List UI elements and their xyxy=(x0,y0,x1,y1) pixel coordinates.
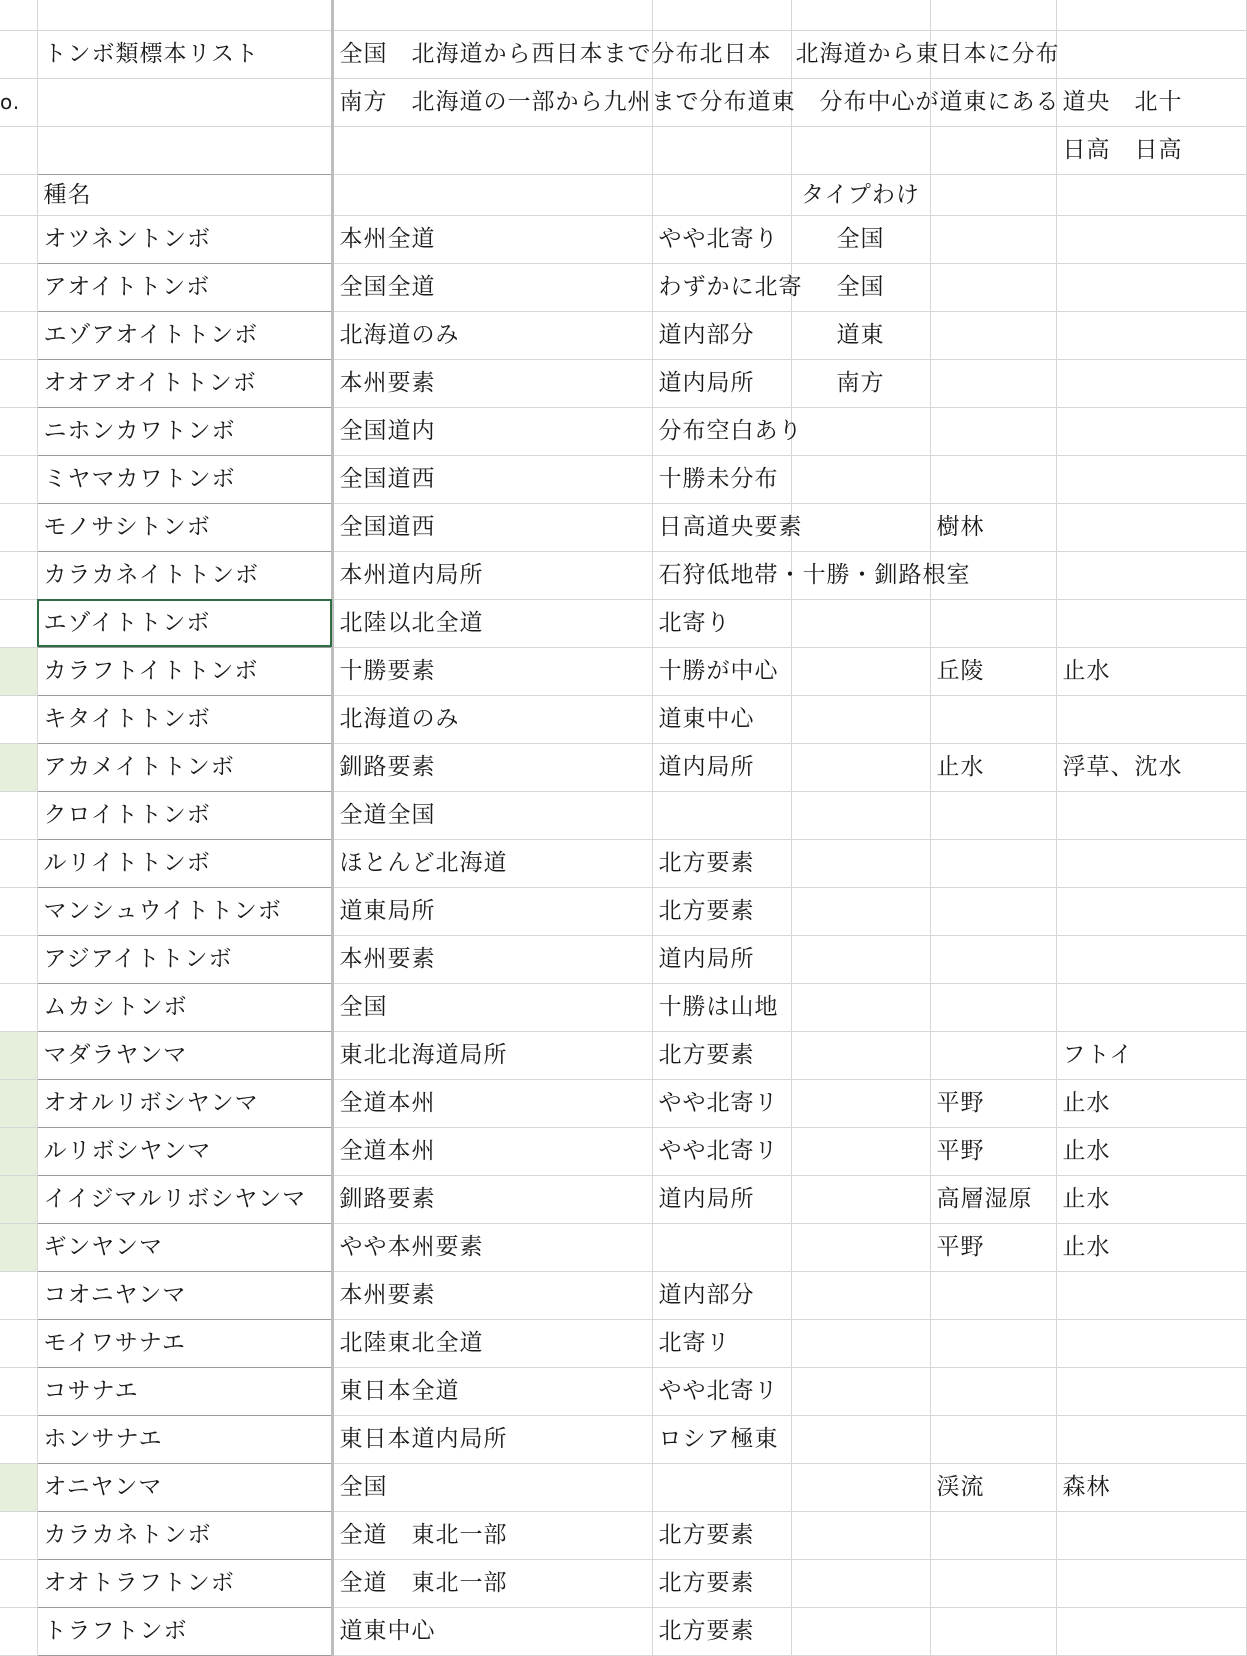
row-number-cell[interactable] xyxy=(0,743,37,791)
legend-cell-row3-g[interactable]: 日高 日高 xyxy=(1056,126,1246,174)
species-name-cell[interactable]: アカメイトトンボ xyxy=(37,743,332,791)
row-number-cell[interactable] xyxy=(0,551,37,599)
distribution-cell[interactable]: 釧路要素 xyxy=(332,1175,652,1223)
legend-cell-row1[interactable]: 全国 北海道から西日本まで分布北日本 北海道から東日本に分布 xyxy=(332,30,652,78)
species-name-cell[interactable]: ムカシトンボ xyxy=(37,983,332,1031)
distribution-cell[interactable]: 本州全道 xyxy=(332,215,652,263)
habitat-cell[interactable] xyxy=(930,695,1056,743)
water-cell[interactable] xyxy=(1056,839,1246,887)
distribution-note-cell[interactable]: 道内局所 xyxy=(652,935,791,983)
type-cell[interactable] xyxy=(791,599,930,647)
water-cell[interactable]: 浮草、沈水 xyxy=(1056,743,1246,791)
type-cell[interactable] xyxy=(791,839,930,887)
species-name-cell[interactable]: カラカネイトトンボ xyxy=(37,551,332,599)
water-cell[interactable]: 止水 xyxy=(1056,1223,1246,1271)
cell[interactable] xyxy=(1056,30,1246,78)
table-row xyxy=(0,215,1246,263)
row-number-cell[interactable] xyxy=(0,887,37,935)
species-name-cell[interactable]: カラフトイトトンボ xyxy=(37,647,332,695)
species-header-cell[interactable]: 種名 xyxy=(37,174,332,215)
water-cell[interactable] xyxy=(1056,1367,1246,1415)
species-name-cell[interactable]: クロイトトンボ xyxy=(37,791,332,839)
row-number-cell[interactable] xyxy=(0,263,37,311)
water-cell[interactable] xyxy=(1056,791,1246,839)
distribution-note-cell[interactable]: 道内局所 xyxy=(652,743,791,791)
cell[interactable] xyxy=(332,126,652,174)
table-row xyxy=(0,1559,1246,1607)
distribution-note-cell[interactable] xyxy=(652,1463,791,1511)
species-name-cell[interactable]: アジアイトトンボ xyxy=(37,935,332,983)
type-cell[interactable] xyxy=(791,407,930,455)
water-cell[interactable] xyxy=(1056,1559,1246,1607)
row-number-cell[interactable] xyxy=(0,1127,37,1175)
type-cell[interactable] xyxy=(791,1175,930,1223)
water-cell[interactable] xyxy=(1056,695,1246,743)
table-row xyxy=(0,1511,1246,1559)
cell[interactable] xyxy=(1056,174,1246,215)
habitat-cell[interactable] xyxy=(930,1607,1056,1655)
distribution-note-cell[interactable]: 北方要素 xyxy=(652,1511,791,1559)
habitat-cell[interactable]: 止水 xyxy=(930,743,1056,791)
habitat-cell[interactable] xyxy=(930,1367,1056,1415)
distribution-cell[interactable]: 北海道のみ xyxy=(332,311,652,359)
distribution-cell[interactable]: 全国道西 xyxy=(332,455,652,503)
distribution-cell[interactable]: 本州要素 xyxy=(332,935,652,983)
species-name-cell[interactable]: オニヤンマ xyxy=(37,1463,332,1511)
species-name-cell[interactable]: ルリボシヤンマ xyxy=(37,1127,332,1175)
habitat-cell[interactable] xyxy=(930,1511,1056,1559)
table-row xyxy=(0,1607,1246,1655)
distribution-note-cell[interactable]: 道内局所 xyxy=(652,359,791,407)
habitat-cell[interactable] xyxy=(930,455,1056,503)
type-cell[interactable] xyxy=(791,935,930,983)
distribution-note-cell[interactable] xyxy=(652,1223,791,1271)
species-name-cell[interactable]: オツネントンボ xyxy=(37,215,332,263)
species-name-cell[interactable]: オオトラフトンボ xyxy=(37,1559,332,1607)
sheet-row xyxy=(0,0,1246,30)
habitat-cell[interactable]: 平野 xyxy=(930,1127,1056,1175)
cell[interactable] xyxy=(652,126,791,174)
water-cell[interactable] xyxy=(1056,503,1246,551)
distribution-note-cell[interactable]: 道内部分 xyxy=(652,1271,791,1319)
species-name-cell[interactable]: マダラヤンマ xyxy=(37,1031,332,1079)
table-row xyxy=(0,359,1246,407)
row-number-cell[interactable] xyxy=(0,647,37,695)
distribution-cell[interactable]: 道東中心 xyxy=(332,1607,652,1655)
distribution-note-cell[interactable]: 北方要素 xyxy=(652,839,791,887)
type-cell[interactable] xyxy=(791,455,930,503)
table-row xyxy=(0,791,1246,839)
habitat-cell[interactable] xyxy=(930,1271,1056,1319)
species-name-cell[interactable]: ホンサナエ xyxy=(37,1415,332,1463)
table-row xyxy=(0,887,1246,935)
row-number-cell[interactable] xyxy=(0,1463,37,1511)
distribution-note-cell[interactable]: 十勝未分布 xyxy=(652,455,791,503)
type-cell[interactable] xyxy=(791,1463,930,1511)
species-name-cell[interactable]: カラカネトンボ xyxy=(37,1511,332,1559)
distribution-note-cell[interactable]: 日高道央要素 xyxy=(652,503,791,551)
distribution-note-cell[interactable]: 北方要素 xyxy=(652,1031,791,1079)
distribution-cell[interactable]: 東日本全道 xyxy=(332,1367,652,1415)
distribution-cell[interactable]: 本州道内局所 xyxy=(332,551,652,599)
species-name-cell[interactable]: トラフトンボ xyxy=(37,1607,332,1655)
row-number-cell[interactable] xyxy=(0,455,37,503)
cell[interactable] xyxy=(1056,0,1246,30)
water-cell[interactable]: 森林 xyxy=(1056,1463,1246,1511)
table-row xyxy=(0,1175,1246,1223)
distribution-note-cell[interactable]: 北方要素 xyxy=(652,1559,791,1607)
habitat-cell[interactable] xyxy=(930,983,1056,1031)
table-row xyxy=(0,1223,1246,1271)
distribution-note-cell[interactable]: やや北寄リ xyxy=(652,1127,791,1175)
habitat-cell[interactable]: 高層湿原 xyxy=(930,1175,1056,1223)
type-cell[interactable] xyxy=(791,1079,930,1127)
row-number-cell[interactable] xyxy=(0,30,37,78)
type-cell[interactable] xyxy=(791,695,930,743)
row-number-cell[interactable] xyxy=(0,174,37,215)
row-number-cell[interactable] xyxy=(0,1559,37,1607)
species-name-cell[interactable]: オオアオイトトンボ xyxy=(37,359,332,407)
cell[interactable] xyxy=(332,174,652,215)
distribution-cell[interactable]: 北陸東北全道 xyxy=(332,1319,652,1367)
row-number-cell[interactable] xyxy=(0,407,37,455)
cell[interactable] xyxy=(930,174,1056,215)
water-cell[interactable] xyxy=(1056,359,1246,407)
distribution-cell[interactable]: 全国 xyxy=(332,983,652,1031)
table-row xyxy=(0,1271,1246,1319)
table-row xyxy=(0,1031,1246,1079)
distribution-cell[interactable]: 北陸以北全道 xyxy=(332,599,652,647)
table-row xyxy=(0,1415,1246,1463)
habitat-cell[interactable] xyxy=(930,599,1056,647)
species-name-cell[interactable]: ルリイトトンボ xyxy=(37,839,332,887)
cell[interactable] xyxy=(930,0,1056,30)
species-name-cell[interactable]: モノサシトンボ xyxy=(37,503,332,551)
water-cell[interactable] xyxy=(1056,887,1246,935)
species-name-cell[interactable]: キタイトトンボ xyxy=(37,695,332,743)
habitat-cell[interactable] xyxy=(930,407,1056,455)
habitat-cell[interactable] xyxy=(930,359,1056,407)
species-name-cell[interactable]: ギンヤンマ xyxy=(37,1223,332,1271)
habitat-cell[interactable]: 渓流 xyxy=(930,1463,1056,1511)
row-number-cell[interactable] xyxy=(0,1271,37,1319)
water-cell[interactable] xyxy=(1056,551,1246,599)
distribution-cell[interactable]: 東日本道内局所 xyxy=(332,1415,652,1463)
list-title-cell[interactable]: トンボ類標本リスト xyxy=(37,30,332,78)
habitat-cell[interactable] xyxy=(930,215,1056,263)
table-row xyxy=(0,311,1246,359)
cell[interactable] xyxy=(37,78,332,126)
row-number-cell[interactable] xyxy=(0,839,37,887)
species-name-cell[interactable]: ニホンカワトンボ xyxy=(37,407,332,455)
type-cell[interactable] xyxy=(791,791,930,839)
distribution-note-cell[interactable]: 道内局所 xyxy=(652,1175,791,1223)
distribution-note-cell[interactable]: 十勝は山地 xyxy=(652,983,791,1031)
table-row xyxy=(0,1319,1246,1367)
row-number-cell[interactable] xyxy=(0,359,37,407)
habitat-cell[interactable] xyxy=(930,1031,1056,1079)
type-cell[interactable] xyxy=(791,1271,930,1319)
row-number-cell[interactable] xyxy=(0,599,37,647)
water-cell[interactable] xyxy=(1056,1511,1246,1559)
table-row xyxy=(0,1463,1246,1511)
type-cell[interactable] xyxy=(791,647,930,695)
cell[interactable] xyxy=(930,126,1056,174)
water-cell[interactable] xyxy=(1056,311,1246,359)
water-cell[interactable] xyxy=(1056,1319,1246,1367)
water-cell[interactable] xyxy=(1056,1271,1246,1319)
distribution-note-cell[interactable]: 北寄り xyxy=(652,599,791,647)
distribution-note-cell[interactable]: 北寄リ xyxy=(652,1319,791,1367)
distribution-cell[interactable]: やや本州要素 xyxy=(332,1223,652,1271)
water-cell[interactable] xyxy=(1056,983,1246,1031)
row-number-cell[interactable] xyxy=(0,1415,37,1463)
table-row xyxy=(0,695,1246,743)
species-name-cell[interactable]: コオニヤンマ xyxy=(37,1271,332,1319)
species-name-cell[interactable]: イイジマルリボシヤンマ xyxy=(37,1175,332,1223)
habitat-cell[interactable] xyxy=(930,839,1056,887)
legend-cell-row2-g[interactable]: 道央 北十 xyxy=(1056,78,1246,126)
row-number-cell[interactable] xyxy=(0,1031,37,1079)
water-cell[interactable]: 止水 xyxy=(1056,1175,1246,1223)
habitat-cell[interactable] xyxy=(930,1415,1056,1463)
type-cell[interactable] xyxy=(791,503,930,551)
distribution-cell[interactable]: 本州要素 xyxy=(332,359,652,407)
row-number-cell[interactable] xyxy=(0,695,37,743)
distribution-cell[interactable]: 釧路要素 xyxy=(332,743,652,791)
sheet-row xyxy=(0,78,1246,126)
species-name-cell[interactable]: コサナエ xyxy=(37,1367,332,1415)
type-header-cell[interactable]: タイプわけ xyxy=(791,174,930,215)
type-cell[interactable] xyxy=(791,743,930,791)
type-cell[interactable] xyxy=(791,1223,930,1271)
table-row xyxy=(0,743,1246,791)
distribution-note-cell[interactable]: 道東中心 xyxy=(652,695,791,743)
table-row xyxy=(0,263,1246,311)
row-number-cell[interactable] xyxy=(0,1175,37,1223)
distribution-cell[interactable]: 北海道のみ xyxy=(332,695,652,743)
habitat-cell[interactable] xyxy=(930,311,1056,359)
distribution-cell[interactable]: 全国道西 xyxy=(332,503,652,551)
distribution-note-cell[interactable]: やや北寄リ xyxy=(652,1079,791,1127)
species-name-cell[interactable]: モイワサナエ xyxy=(37,1319,332,1367)
sheet-row xyxy=(0,126,1246,174)
type-cell[interactable] xyxy=(791,1031,930,1079)
distribution-cell[interactable]: 全国道内 xyxy=(332,407,652,455)
type-cell[interactable] xyxy=(791,1319,930,1367)
water-cell[interactable] xyxy=(1056,407,1246,455)
distribution-note-cell[interactable] xyxy=(652,791,791,839)
type-cell[interactable] xyxy=(791,1559,930,1607)
cell[interactable] xyxy=(37,0,332,30)
table-row xyxy=(0,599,1246,647)
type-cell[interactable]: 全国 xyxy=(791,263,930,311)
distribution-cell[interactable]: 本州要素 xyxy=(332,1271,652,1319)
distribution-note-cell[interactable]: 分布空白あり xyxy=(652,407,791,455)
row-number-cell[interactable] xyxy=(0,1367,37,1415)
species-name-cell[interactable]: オオルリボシヤンマ xyxy=(37,1079,332,1127)
species-name-cell[interactable]: エゾアオイトトンボ xyxy=(37,311,332,359)
sheet-row xyxy=(0,174,1246,215)
type-cell[interactable]: 南方 xyxy=(791,359,930,407)
row-number-cell[interactable] xyxy=(0,791,37,839)
table-row xyxy=(0,1367,1246,1415)
table-row xyxy=(0,647,1246,695)
water-cell[interactable]: 止水 xyxy=(1056,1079,1246,1127)
water-cell[interactable] xyxy=(1056,1415,1246,1463)
species-name-cell[interactable]: エゾイトトンボ xyxy=(37,599,332,647)
row-number-cell[interactable] xyxy=(0,126,37,174)
type-cell[interactable]: 道東 xyxy=(791,311,930,359)
row-number-cell[interactable] xyxy=(0,1319,37,1367)
habitat-cell[interactable] xyxy=(930,1559,1056,1607)
row-number-cell[interactable] xyxy=(0,983,37,1031)
distribution-note-cell[interactable]: ロシア極東 xyxy=(652,1415,791,1463)
distribution-note-cell[interactable]: 道内部分 xyxy=(652,311,791,359)
distribution-cell[interactable]: 全道本州 xyxy=(332,1127,652,1175)
table-row xyxy=(0,503,1246,551)
habitat-cell[interactable]: 樹林 xyxy=(930,503,1056,551)
row-number-cell[interactable] xyxy=(0,215,37,263)
row-number-cell[interactable] xyxy=(0,503,37,551)
water-cell[interactable]: 止水 xyxy=(1056,647,1246,695)
habitat-cell[interactable]: 平野 xyxy=(930,1223,1056,1271)
legend-cell-row2[interactable]: 南方 北海道の一部から九州まで分布道東 分布中心が道東にある xyxy=(332,78,652,126)
distribution-cell[interactable]: 全道 東北一部 xyxy=(332,1559,652,1607)
species-name-cell[interactable]: マンシュウイトトンボ xyxy=(37,887,332,935)
type-cell[interactable] xyxy=(791,983,930,1031)
species-name-cell[interactable]: ミヤマカワトンボ xyxy=(37,455,332,503)
table-row xyxy=(0,455,1246,503)
habitat-cell[interactable] xyxy=(930,887,1056,935)
distribution-cell[interactable]: 道東局所 xyxy=(332,887,652,935)
distribution-cell[interactable]: 全国全道 xyxy=(332,263,652,311)
habitat-cell[interactable]: 丘陵 xyxy=(930,647,1056,695)
distribution-note-cell[interactable]: 北方要素 xyxy=(652,887,791,935)
water-cell[interactable] xyxy=(1056,599,1246,647)
type-cell[interactable]: 全国 xyxy=(791,215,930,263)
distribution-cell[interactable]: 十勝要素 xyxy=(332,647,652,695)
cell[interactable] xyxy=(791,126,930,174)
table-row xyxy=(0,839,1246,887)
table-row xyxy=(0,1127,1246,1175)
row-number-cell[interactable] xyxy=(0,0,37,30)
distribution-cell[interactable]: 全道 東北一部 xyxy=(332,1511,652,1559)
cell[interactable] xyxy=(37,126,332,174)
distribution-cell[interactable]: 東北北海道局所 xyxy=(332,1031,652,1079)
water-cell[interactable] xyxy=(1056,263,1246,311)
row-number-cell[interactable]: o. xyxy=(0,78,37,126)
water-cell[interactable] xyxy=(1056,455,1246,503)
cell[interactable] xyxy=(332,0,652,30)
water-cell[interactable]: フトイ xyxy=(1056,1031,1246,1079)
type-cell[interactable] xyxy=(791,1415,930,1463)
distribution-cell[interactable]: 全国 xyxy=(332,1463,652,1511)
habitat-cell[interactable] xyxy=(930,263,1056,311)
type-cell[interactable] xyxy=(791,1127,930,1175)
distribution-cell[interactable]: 全道全国 xyxy=(332,791,652,839)
habitat-cell[interactable] xyxy=(930,791,1056,839)
distribution-cell[interactable]: 全道本州 xyxy=(332,1079,652,1127)
row-number-cell[interactable] xyxy=(0,1079,37,1127)
cell[interactable] xyxy=(652,174,791,215)
table-row xyxy=(0,983,1246,1031)
row-number-cell[interactable] xyxy=(0,1511,37,1559)
water-cell[interactable]: 止水 xyxy=(1056,1127,1246,1175)
type-cell[interactable] xyxy=(791,1367,930,1415)
distribution-note-cell[interactable]: わずかに北寄 xyxy=(652,263,791,311)
cell[interactable] xyxy=(791,0,930,30)
table-row xyxy=(0,1079,1246,1127)
habitat-cell[interactable] xyxy=(930,1319,1056,1367)
water-cell[interactable] xyxy=(1056,1607,1246,1655)
distribution-note-cell[interactable]: 北方要素 xyxy=(652,1607,791,1655)
distribution-note-cell[interactable]: やや北寄リ xyxy=(652,1367,791,1415)
table-row xyxy=(0,407,1246,455)
distribution-note-cell[interactable]: 十勝が中心 xyxy=(652,647,791,695)
row-number-cell[interactable] xyxy=(0,311,37,359)
cell[interactable] xyxy=(652,0,791,30)
distribution-cell[interactable]: ほとんど北海道 xyxy=(332,839,652,887)
type-cell[interactable] xyxy=(791,887,930,935)
sheet-row xyxy=(0,30,1246,78)
type-cell[interactable] xyxy=(791,1607,930,1655)
distribution-note-cell[interactable]: 石狩低地帯・十勝・釧路根室 xyxy=(652,551,791,599)
water-cell[interactable] xyxy=(1056,935,1246,983)
row-number-cell[interactable] xyxy=(0,1223,37,1271)
habitat-cell[interactable] xyxy=(930,935,1056,983)
row-number-cell[interactable] xyxy=(0,935,37,983)
row-number-cell[interactable] xyxy=(0,1607,37,1655)
species-name-cell[interactable]: アオイトトンボ xyxy=(37,263,332,311)
habitat-cell[interactable]: 平野 xyxy=(930,1079,1056,1127)
table-row xyxy=(0,551,1246,599)
distribution-note-cell[interactable]: やや北寄り xyxy=(652,215,791,263)
type-cell[interactable] xyxy=(791,1511,930,1559)
table-row xyxy=(0,935,1246,983)
water-cell[interactable] xyxy=(1056,215,1246,263)
